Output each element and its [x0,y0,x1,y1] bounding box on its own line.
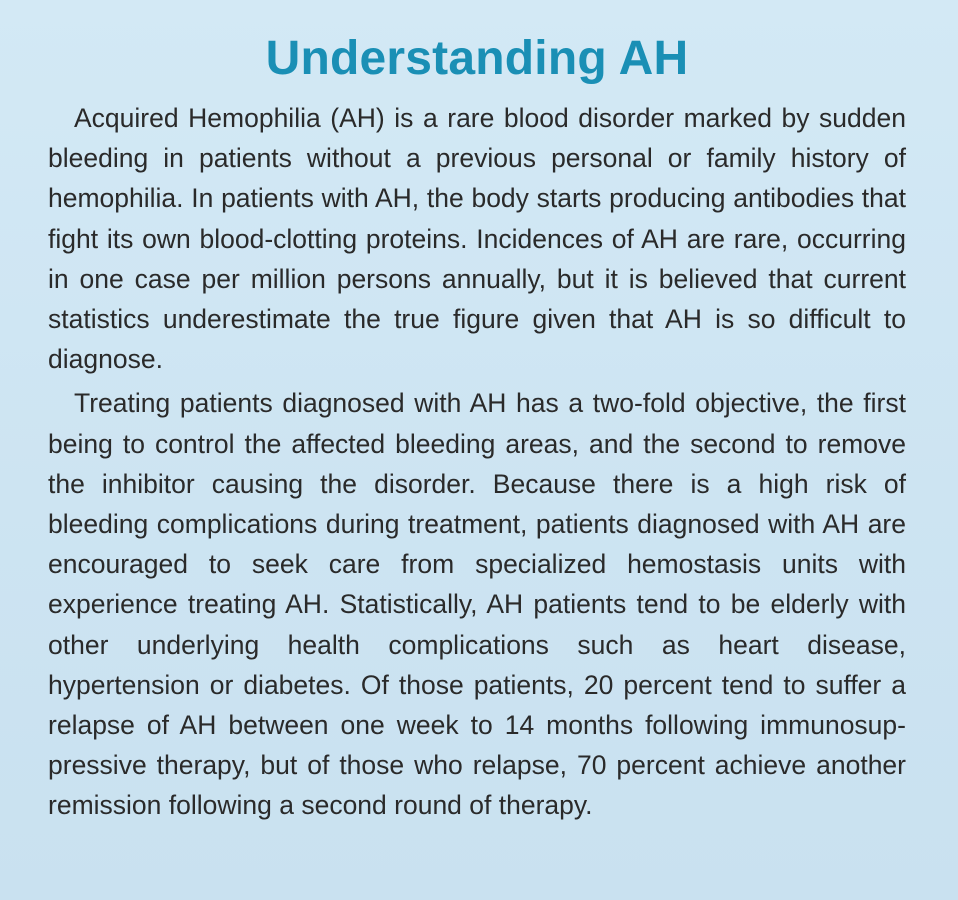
article-title: Understanding AH [265,32,689,85]
article-paragraph-1: Acquired Hemophilia (AH) is a rare blood disorder marked by sudden bleeding in patients without a previous personal or family history of hemophilia. In patients with AH, the body starts producing antibodies that fight its own blood-clotting proteins. Incidences of AH are rare, occurring in one case per million persons annually, but it is believed that current statistics underestimate the true figure given that AH is so difficult to diagnose. [48,103,906,375]
article-paragraph-2: Treating patients diagnosed with AH has a two-fold objective, the first being to control the affected bleeding areas, and the second to remove the inhibitor causing the disorder. Because there is a high risk of bleeding complications during treatment, patients diagnosed with AH are encouraged to seek care from specialized hemostasis units with experience treating AH. Statistically, AH patients tend to be elderly with other underlying health complications such as heart disease, hypertension or diabetes. Of those patients, 20 percent tend to suffer a relapse of AH between one week to 14 months following immunosuppressive therapy, but of those who relapse, 70 percent achieve another remission following a second round of therapy. [48,388,906,821]
